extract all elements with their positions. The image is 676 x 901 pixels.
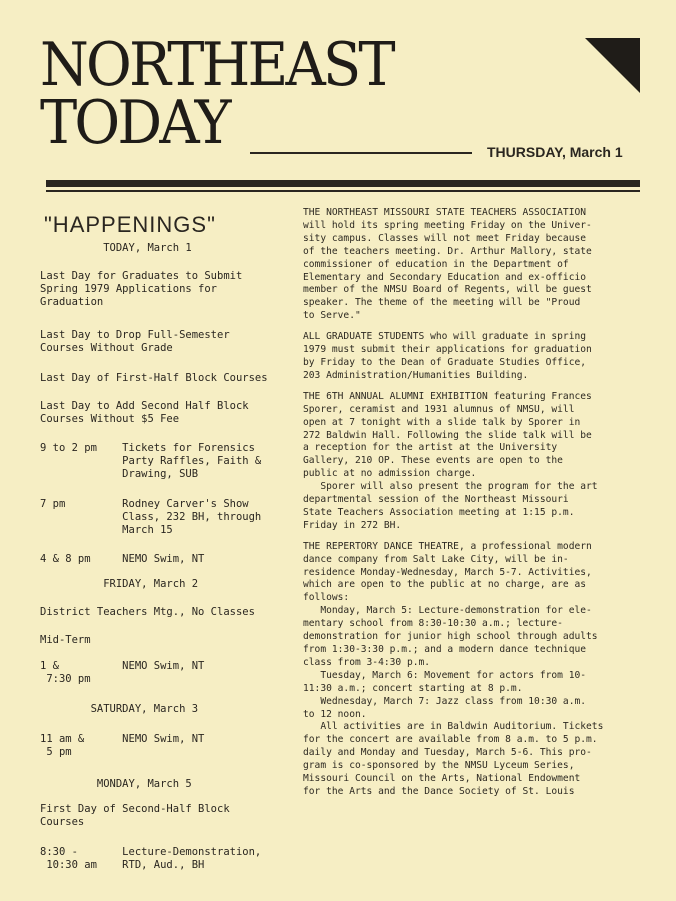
issue-date: THURSDAY, March 1 (487, 144, 623, 160)
event-listing: Last Day for Graduates to Submit Spring 1979 Applications for Graduation (40, 270, 243, 308)
announcement-paragraph: THE REPERTORY DANCE THEATRE, a professional modern dance company from Salt Lake City, will be in- residence Monday-Wednesday, March 5-7. Activities, which are open to the public at no charge, are as follows: Monday, March 5: Lecture-demonstration for ele- mentary school from 8:30-10:30 a.m.; lecture- demonstration for junior high school through adults from 1:30-3:30 p.m.; and a modern dance technique class from 3-4:30 p.m. Tuesday, March 6: Movement for actors from 10- 11:30 a.m.; concert starting at 8 p.m. Wednesday, March 7: Jazz class from 10:30 a.m. to 12 noon. All activities are in Baldwin Auditorium. Tickets for the concert are available from 8 a.m. to 5 p.m. daily and Monday and Tuesday, March 5-6. This pro- gram is co-sponsored by the NMSU Lyceum Series, Missouri Council on the Arts, National Endowment for the Arts and the Dance Society of St. Louis (303, 540, 604, 797)
happenings-column (40, 208, 292, 871)
event-listing: 9 to 2 pm Tickets for Forensics Party Raffles, Faith & Drawing, SUB (40, 442, 262, 480)
day-heading: TODAY, March 1 (40, 242, 192, 254)
corner-triangle-icon (585, 38, 640, 93)
day-heading: MONDAY, March 5 (40, 778, 192, 790)
event-listing: 11 am & NEMO Swim, NT 5 pm (40, 733, 205, 758)
masthead-title-line1: NORTHEAST (40, 30, 393, 100)
announcement-paragraph: THE NORTHEAST MISSOURI STATE TEACHERS ASSOCIATION will hold its spring meeting Friday on the Univer- sity campus. Classes will not meet Friday because of the teachers meeting. Dr. Arthur Mallory, state commissioner of education in the Department of Elementary and Secondary Education and ex-officio member of the NMSU Board of Regents, will be guest speaker. The theme of the meeting will be "Proud to Serve." (303, 207, 592, 322)
event-listing: Mid-Term (40, 634, 91, 646)
masthead-title-line2: TODAY (40, 88, 229, 158)
announcements-column (303, 207, 641, 807)
masthead (40, 30, 419, 158)
happenings-heading: "HAPPENINGS" (44, 212, 216, 237)
heavy-divider (46, 180, 640, 187)
event-listing: Last Day to Drop Full-Semester Courses Without Grade (40, 329, 230, 354)
event-listing: First Day of Second-Half Block Courses (40, 803, 230, 828)
day-heading: SATURDAY, March 3 (40, 703, 199, 715)
event-listing: Last Day of First-Half Block Courses (40, 372, 268, 384)
event-listing: 1 & NEMO Swim, NT 7:30 pm (40, 660, 205, 685)
event-listing: District Teachers Mtg., No Classes (40, 606, 255, 618)
day-heading: FRIDAY, March 2 (40, 578, 199, 590)
event-listing: Last Day to Add Second Half Block Courses Without $5 Fee (40, 400, 249, 425)
event-listing: 7 pm Rodney Carver's Show Class, 232 BH, through March 15 (40, 498, 262, 536)
event-listing: 4 & 8 pm NEMO Swim, NT (40, 553, 205, 565)
announcement-paragraph: ALL GRADUATE STUDENTS who will graduate in spring 1979 must submit their applications for graduation by Friday to the Dean of Graduate Studies Office, 203 Administration/Humanities Building. (303, 331, 592, 381)
event-listing: 8:30 - Lecture-Demonstration, 10:30 am RTD, Aud., BH (40, 846, 262, 871)
thin-divider (46, 190, 640, 192)
masthead-underline (250, 152, 472, 154)
announcement-paragraph: THE 6TH ANNUAL ALUMNI EXHIBITION featuring Frances Sporer, ceramist and 1931 alumnus of NMSU, will open at 7 tonight with a slide talk by Sporer in 272 Baldwin Hall. Following the slide talk will be a reception for the artist at the University Gallery, 210 OP. These events are open to the public at no admission charge. Sporer will also present the program for the art departmental session of the Northeast Missouri State Teachers Association meeting at 1:15 p.m. Friday in 272 BH. (303, 390, 598, 531)
